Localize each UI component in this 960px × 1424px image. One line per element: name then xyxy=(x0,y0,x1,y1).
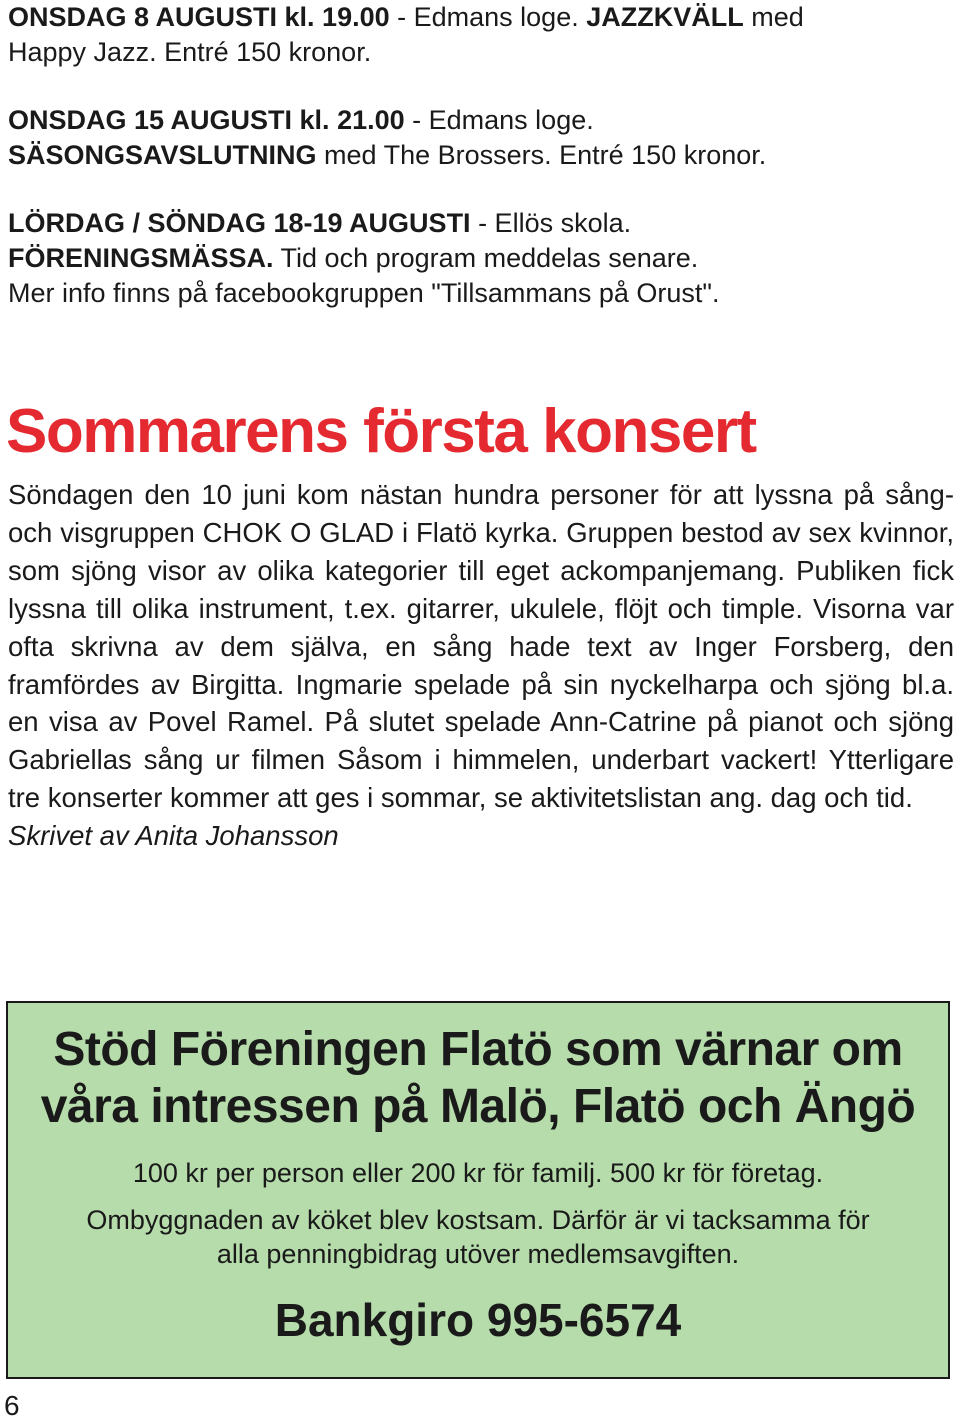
event-details: med The Brossers. Entré 150 kronor. xyxy=(316,140,767,170)
event-details: Tid och program meddelas senare. xyxy=(273,243,699,273)
event-name: SÄSONGSAVSLUTNING xyxy=(8,140,317,170)
event-list xyxy=(8,0,958,344)
bankgiro-number: Bankgiro 995-6574 xyxy=(274,1294,682,1346)
event-line xyxy=(8,206,958,241)
event-line xyxy=(8,241,958,276)
event-location: - Edmans loge. xyxy=(389,2,587,32)
event-name: FÖRENINGSMÄSSA. xyxy=(8,243,274,273)
support-box xyxy=(6,1001,950,1379)
event-line xyxy=(8,103,958,138)
event-name: JAZZKVÄLL xyxy=(586,2,744,32)
event-line xyxy=(8,138,958,173)
event-location: - Edmans loge. xyxy=(404,105,594,135)
donation-note-line1: Ombyggnaden av köket blev kostsam. Därför är vi tacksamma för xyxy=(86,1205,870,1235)
event-text: med xyxy=(743,2,804,32)
event-season-end xyxy=(8,103,958,173)
event-date: ONSDAG 15 AUGUSTI kl. 21.00 xyxy=(8,105,405,135)
event-more-info: Mer info finns på facebookgruppen "Tillsammans på Orust". xyxy=(8,278,720,308)
donation-note-line2: alla penningbidrag utöver medlemsavgiften. xyxy=(216,1239,740,1269)
article-title: Sommarens första konsert xyxy=(6,397,756,466)
event-association-fair xyxy=(8,206,958,311)
donation-note xyxy=(48,1203,908,1271)
event-location: - Ellös skola. xyxy=(470,208,632,238)
membership-fee: 100 kr per person eller 200 kr för familj. 500 kr för företag. xyxy=(132,1158,824,1188)
support-headline xyxy=(8,1021,948,1135)
support-headline-line2: våra intressen på Malö, Flatö och Ängö xyxy=(40,1080,916,1133)
event-details: Happy Jazz. Entré 150 kronor. xyxy=(8,37,372,67)
event-date: LÖRDAG / SÖNDAG 18-19 AUGUSTI xyxy=(8,208,471,238)
event-date: ONSDAG 8 AUGUSTI kl. 19.00 xyxy=(8,2,390,32)
article-text: Söndagen den 10 juni kom nästan hundra personer för att lyssna på sång-och visgruppen CHOK O GLAD i Flatö kyrka. Gruppen bestod av sex kvinnor, som sjöng visor av olika kategorier till eget ackompanjemang. Publiken fick lyssna till olika instrument, t.ex. gitarrer, ukulele, flöjt och timple. Visorna var ofta skrivna av dem själva, en sång hade text av Inger Forsberg, den framfördes av Birgitta. Ingmarie spelade på sin nyckelharpa och sjöng bl.a. en visa av Povel Ramel. På slutet spelade Ann-Catrine på pianot och sjöng Gabriellas sång ur filmen Såsom i himmelen, underbart vackert! Ytterligare tre konserter kommer att ges i sommar, se aktivitetslistan ang. dag och tid. xyxy=(8,479,954,814)
event-jazz-evening xyxy=(8,0,958,70)
event-line xyxy=(8,0,958,35)
article-body xyxy=(8,476,954,855)
page-number: 6 xyxy=(4,1390,20,1421)
support-headline-line1: Stöd Föreningen Flatö som värnar om xyxy=(53,1023,903,1076)
article-byline: Skrivet av Anita Johansson xyxy=(8,820,339,852)
